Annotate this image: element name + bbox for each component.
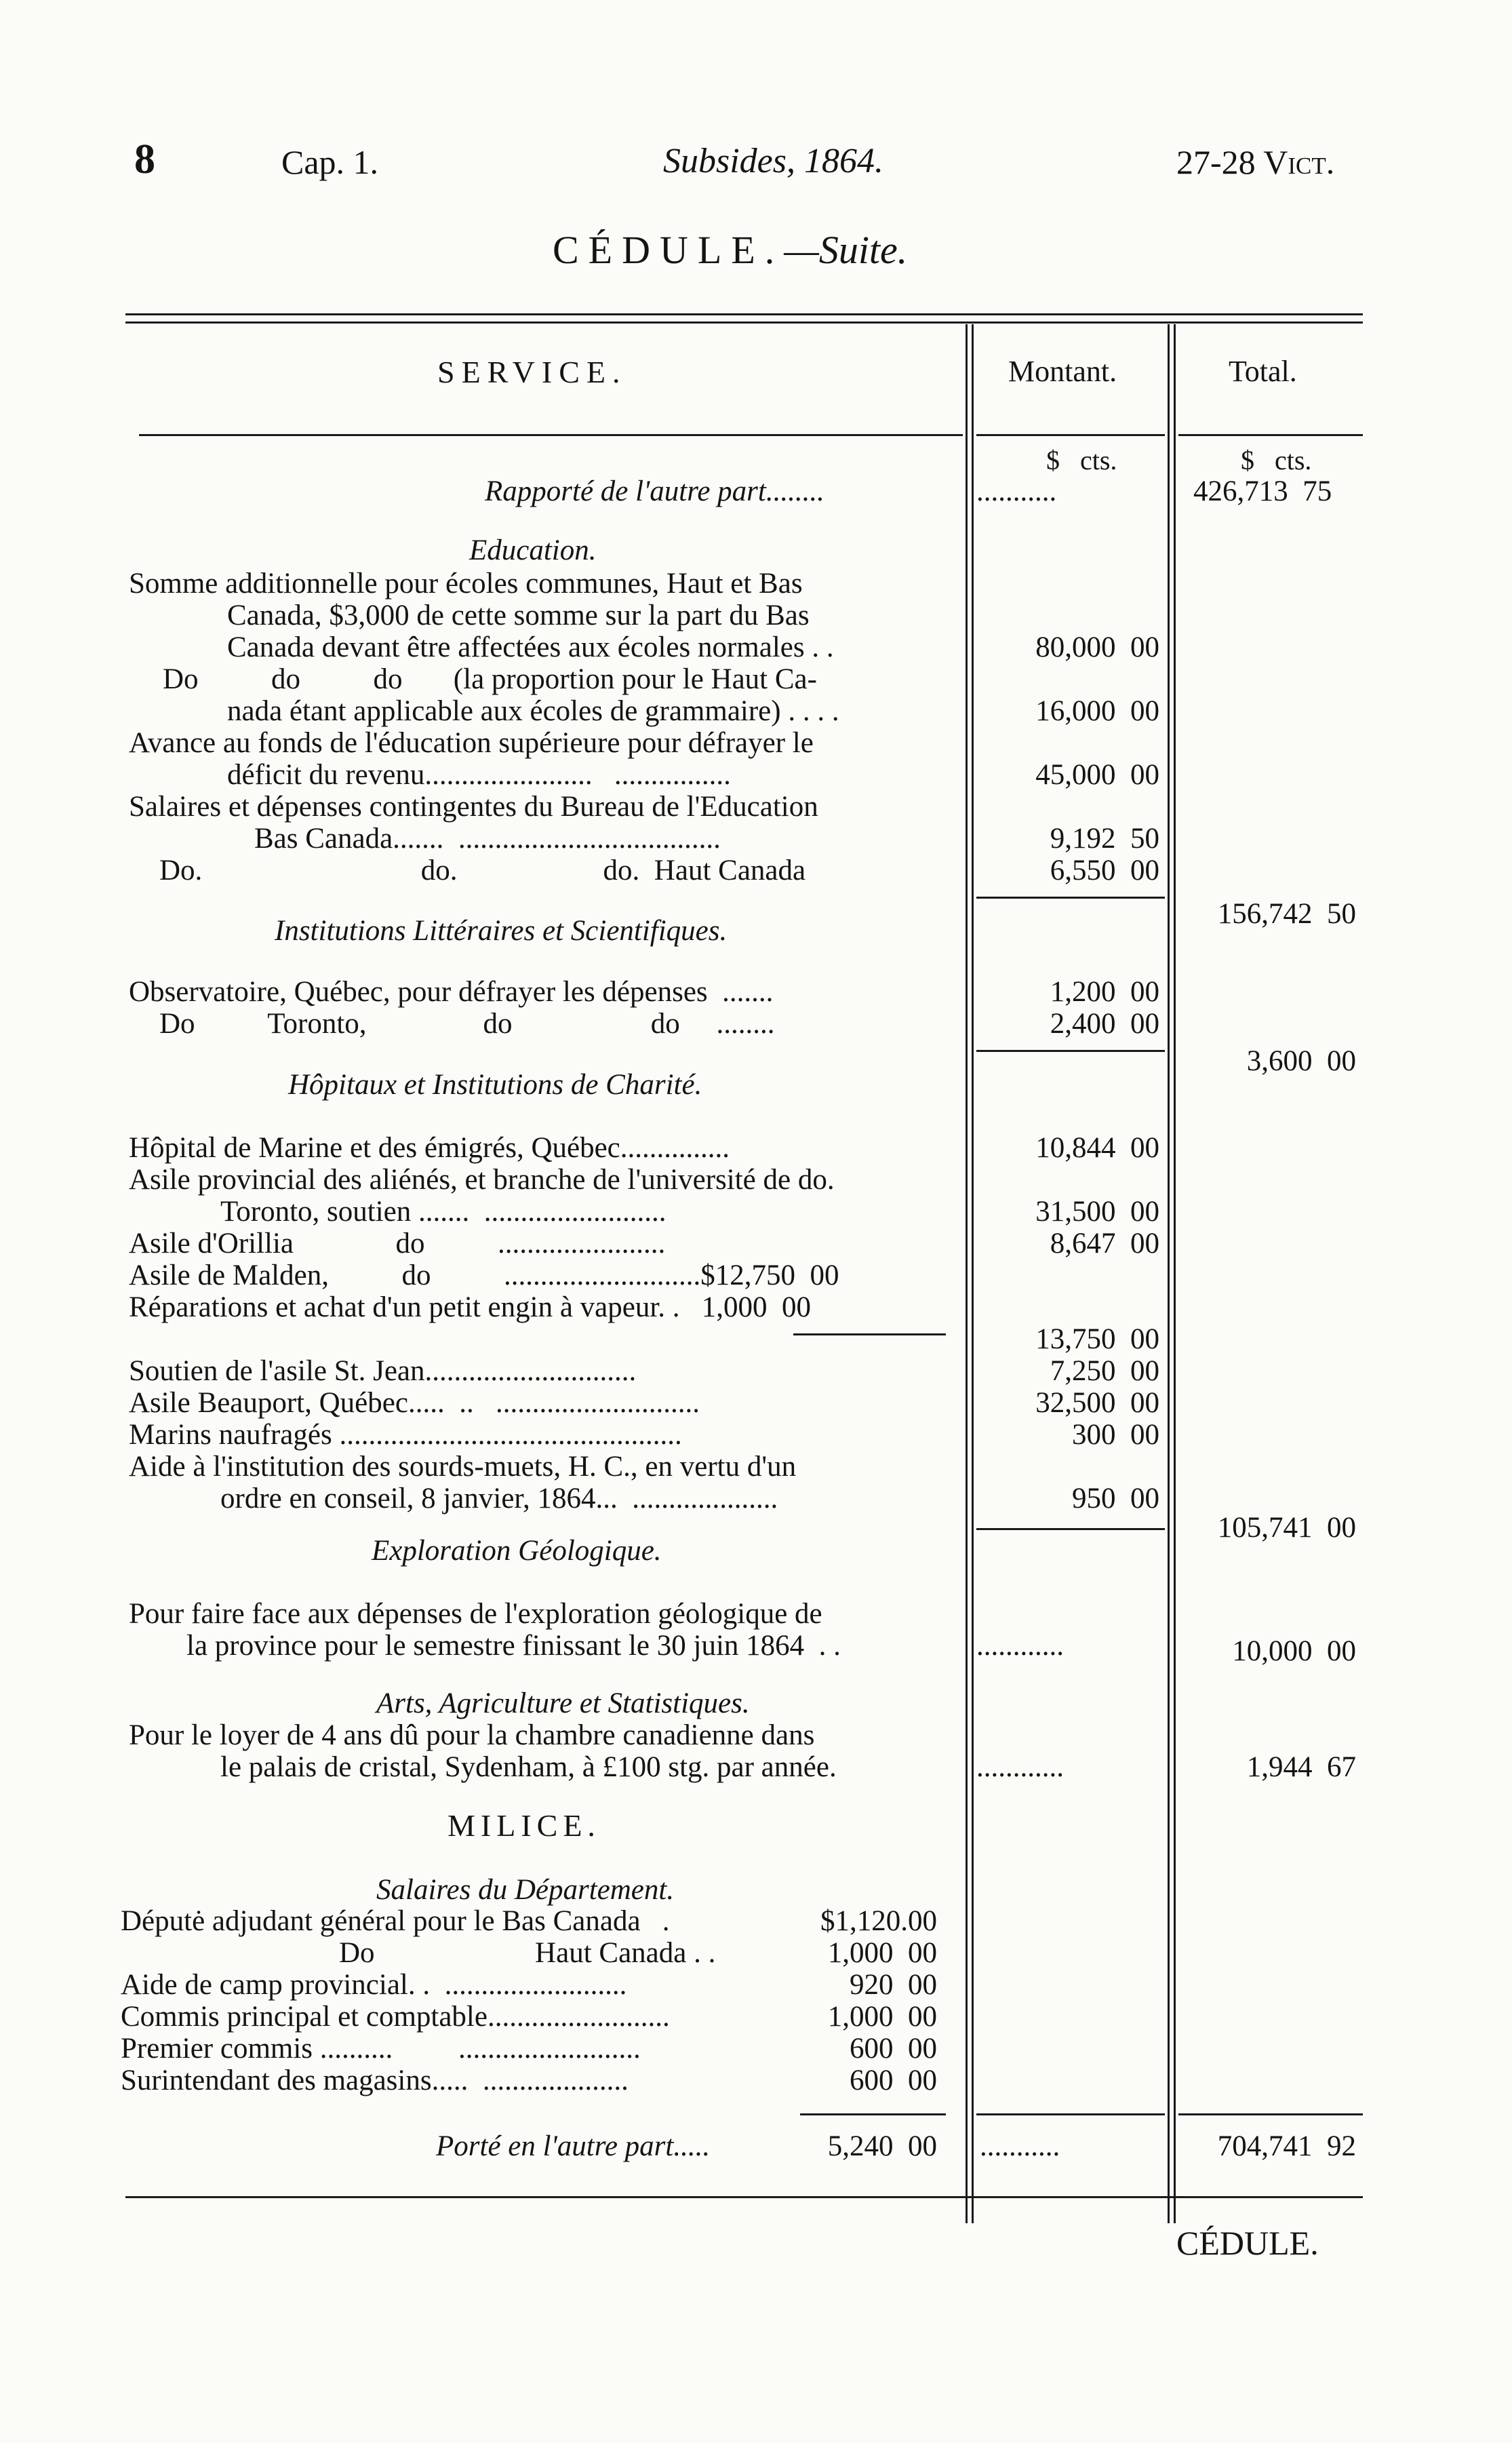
page-number: 8 [134, 136, 155, 182]
sub-amount: 1,000 00 [827, 2001, 937, 2033]
institution-line: Do Toronto, do do ........ [159, 1008, 775, 1040]
schedule-title-suffix: —Suite. [784, 228, 908, 272]
catchword: CÉDULE. [1176, 2224, 1319, 2262]
militia-line: Aide de camp provincial. . ......................... [121, 1969, 627, 2001]
hospital-line: ordre en conseil, 8 janvier, 1864... .................... [220, 1483, 778, 1514]
column-header-total: Total. [1229, 355, 1297, 388]
column-header-service: SERVICE. [437, 355, 627, 389]
amount: 7,250 00 [1050, 1355, 1159, 1387]
amount: 6,550 00 [1050, 855, 1159, 886]
hospital-line: Réparations et achat d'un petit engin à vapeur. . 1,000 00 [129, 1291, 812, 1323]
carried-to-label: Porté en l'autre part..... [436, 2130, 711, 2162]
amount: 9,192 50 [1050, 823, 1159, 855]
subtotal-rule [976, 897, 1165, 899]
amount: 13,750 00 [1035, 1323, 1159, 1355]
education-line: Salaires et dépenses contingentes du Bureau de l'Education [129, 791, 818, 823]
militia-line: Do Haut Canada . . [339, 1937, 716, 1969]
hospital-line: Marins naufragés ............................................... [129, 1419, 682, 1451]
sub-amount: 600 00 [850, 2065, 937, 2096]
hospital-line: Aide à l'institution des sourds-muets, H. C., en vertu d'un [129, 1451, 797, 1483]
section-heading-arts: Arts, Agriculture et Statistiques. [376, 1687, 750, 1719]
institution-line: Observatoire, Québec, pour défrayer les dépenses ....... [129, 976, 774, 1008]
education-line: déficit du revenu....................... ................ [227, 759, 731, 791]
militia-line: Commis principal et comptable......................... [121, 2001, 670, 2033]
carried-from-total: 426,713 75 [1193, 475, 1332, 507]
carried-to-subamount: 5,240 00 [827, 2130, 937, 2162]
sub-rule [793, 1333, 946, 1335]
table-top-rule-1 [125, 313, 1363, 315]
amount: 1,200 00 [1050, 976, 1159, 1008]
education-line: nada étant applicable aux écoles de grammaire) . . . . [227, 695, 839, 727]
amount: 300 00 [1072, 1419, 1159, 1451]
amount: 32,500 00 [1035, 1387, 1159, 1419]
column-divider-1b [972, 324, 974, 2223]
column-divider-2a [1168, 324, 1170, 2223]
arts-line: Pour le loyer de 4 ans dû pour la chambre canadienne dans [129, 1719, 815, 1751]
hospital-line: Hôpital de Marine et des émigrés, Québec............... [129, 1132, 730, 1164]
section-total: 3,600 00 [1246, 1045, 1356, 1077]
unit-total: $ cts. [1241, 445, 1312, 475]
unit-montant: $ cts. [1046, 445, 1117, 475]
education-line: Do do do (la proportion pour le Haut Ca- [163, 663, 817, 695]
subtotal-rule [976, 1528, 1165, 1530]
section-heading-geology: Exploration Géologique. [372, 1535, 662, 1567]
hospital-line: Asile de Malden, do ...........................$12,750 00 [129, 1259, 839, 1291]
subtotal-rule [976, 2113, 1165, 2115]
section-total: 10,000 00 [1232, 1635, 1356, 1667]
carried-from-label: Rapporté de l'autre part........ [485, 475, 824, 507]
sub-amount: 600 00 [850, 2033, 937, 2065]
education-line: Bas Canada....... .................................... [254, 823, 721, 855]
education-line: Canada devant être affectées aux écoles normales . . [227, 631, 834, 663]
subsection-heading-salaries: Salaires du Département. [376, 1874, 675, 1906]
column-header-montant: Montant. [1008, 355, 1117, 388]
militia-line: Surintendant des magasins..... .................... [121, 2065, 629, 2096]
carried-from-dots: ........... [976, 475, 1057, 507]
carried-to-dots: ........... [980, 2130, 1060, 2162]
section-heading-education: Education. [469, 534, 597, 566]
amount: 31,500 00 [1035, 1196, 1159, 1228]
table-bottom-rule [125, 2196, 1363, 2198]
militia-line: Députė adjudant général pour le Bas Canada . [121, 1905, 670, 1937]
sub-amount: 1,000 00 [827, 1937, 937, 1969]
table-top-rule-2 [125, 321, 1363, 324]
education-line: Somme additionnelle pour écoles communes, Haut et Bas [129, 568, 803, 600]
subtotal-rule [976, 1050, 1165, 1052]
amount: 45,000 00 [1035, 759, 1159, 791]
education-line: Avance au fonds de l'éducation supérieure pour défrayer le [129, 727, 814, 759]
schedule-title [553, 227, 907, 273]
amount: 80,000 00 [1035, 631, 1159, 663]
education-line: Canada, $3,000 de cette somme sur la part du Bas [227, 600, 810, 631]
section-heading-militia: MILICE. [447, 1808, 601, 1843]
hospital-line: Asile d'Orillia do ....................... [129, 1228, 666, 1259]
dots: ............ [976, 1751, 1064, 1783]
carried-to-total: 704,741 92 [1217, 2130, 1356, 2162]
column-divider-2b [1174, 324, 1176, 2223]
section-total: 105,741 00 [1217, 1512, 1356, 1544]
section-total: 1,944 67 [1246, 1751, 1356, 1783]
section-heading-hospitals: Hôpitaux et Institutions de Charité. [288, 1069, 702, 1101]
arts-line: le palais de cristal, Sydenham, à £100 stg. par année. [220, 1751, 837, 1783]
column-divider-1a [966, 324, 968, 2223]
amount: 8,647 00 [1050, 1228, 1159, 1259]
amount: 10,844 00 [1035, 1132, 1159, 1164]
header-rule-service [139, 434, 963, 436]
header-rule-montant [976, 434, 1165, 436]
section-heading-institutions: Institutions Littéraires et Scientifiques. [275, 915, 728, 947]
schedule-title-main: CÉDULE. [553, 228, 784, 272]
amount: 16,000 00 [1035, 695, 1159, 727]
amount: 2,400 00 [1050, 1008, 1159, 1040]
running-title: Subsides, 1864. [663, 142, 883, 180]
geology-line: Pour faire face aux dépenses de l'exploration géologique de [129, 1598, 822, 1630]
hospital-line: Asile Beauport, Québec..... .. ............................ [129, 1387, 700, 1419]
chapter-label: Cap. 1. [281, 143, 379, 181]
amount: 950 00 [1072, 1483, 1159, 1514]
hospital-line: Asile provincial des aliénés, et branche de l'université de do. [129, 1164, 835, 1196]
hospital-line: Toronto, soutien ....... ......................... [220, 1196, 667, 1228]
militia-line: Premier commis .......... ......................... [121, 2033, 641, 2065]
sub-amount: $1,120.00 [820, 1905, 937, 1937]
subtotal-rule [1178, 2113, 1363, 2115]
dots: ............ [976, 1630, 1064, 1662]
education-line: Do. do. do. Haut Canada [159, 855, 806, 886]
sub-rule [800, 2113, 946, 2115]
sub-amount: 920 00 [850, 1969, 937, 2001]
section-total: 156,742 50 [1217, 898, 1356, 930]
header-rule-total [1178, 434, 1363, 436]
regnal-year: 27-28 Vict. [1176, 143, 1335, 181]
hospital-line: Soutien de l'asile St. Jean............................. [129, 1355, 637, 1387]
geology-line: la province pour le semestre finissant le 30 juin 1864 . . [186, 1630, 841, 1662]
